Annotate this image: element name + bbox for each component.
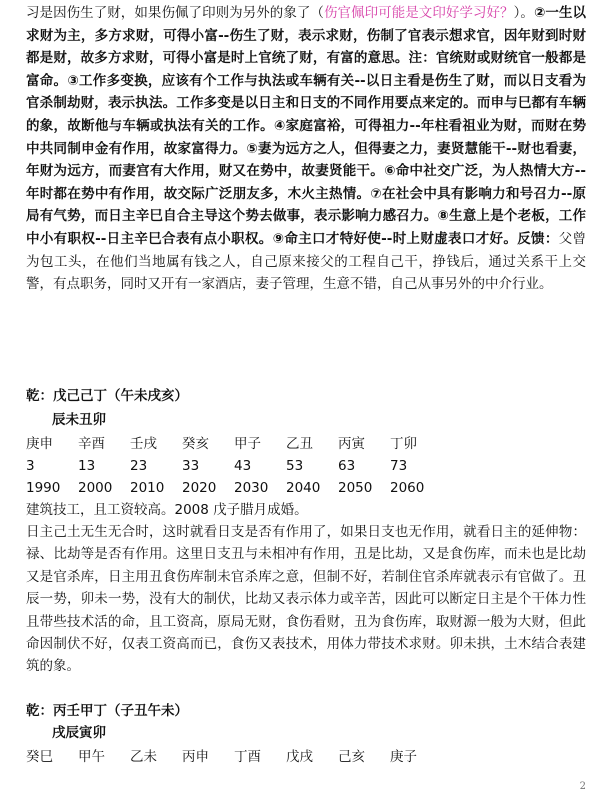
year-cell: 1990 (26, 480, 61, 496)
pillar-cell: 丁卯 (390, 436, 417, 452)
pillar-cell: 乙丑 (286, 436, 313, 452)
pillar-cell: 丙寅 (338, 436, 365, 452)
year-cell: 2000 (78, 480, 113, 496)
point-2: ②一生以求财为主，多方求财，可得小富--伤生了财，表示求财，伤制了官表示想求官，因年财到时财都是财，故多方求财，可得小富是时上官统了财，有富的意思。注：官统财或财统官一般都是富命。 (26, 5, 587, 89)
case2-title: 乾：丙壬甲丁（子丑午未） (26, 703, 188, 719)
pillar-cell: 丁酉 (234, 749, 261, 765)
pillar-cell: 庚申 (26, 436, 53, 452)
highlight-question: 伤官佩印可能是文印好学习好？ (323, 5, 514, 21)
text-span: 习是因伤生了财，如果伤佩了印则为另外的象了（ (26, 5, 324, 21)
point-4: ④家庭富裕，可得祖力--年柱看祖业为财，而财在势中共同制申金有作用，故家富得力。 (26, 117, 586, 157)
case1-analysis: 日主己土无生无合时，这时就看日支是否有作用了，如果日支也无作用，就看日主的延伸物：禄、比劫等是否有作用。这里日支丑与未相冲有作用，丑是比劫，又是食伤库，而未也是比劫又是官杀库，日主用丑食伤库制未官杀库之意，但制不好，若制住官杀库就表示有官做了。丑辰一势，卯未一势，没有大的制伏，比劫又表示体力或辛苦，因此可以断定日主是个干体力性且带些技术活的命，且工资高，原局无财，食伤看财，丑为食伤库，取财源一般为大财，但此命因制伏不好，仅表工资高而已，食伤又表技术，用体力带技术求财。卯未拱，土木结合表建筑的象。 (26, 524, 586, 675)
pillar-cell: 辛酉 (78, 436, 105, 452)
point-3: ③工作多变换，应该有个工作与执法或车辆有关--以日主看是伤生了财，而以日支看为官杀制劫财，表示执法。工作多变是以日主和日支的不同作用要点来定的。而申与巳都有车辆的象，故断他与车辆或执法有关的工作。 (26, 72, 587, 134)
case1-note: 建筑技工，且工资较高。2008 戊子腊月成婚。 (26, 502, 308, 518)
pillar-cell: 癸巳 (26, 749, 53, 765)
year-cell: 2060 (390, 480, 425, 496)
case1-ages-row (26, 455, 442, 477)
year-cell: 2050 (338, 480, 373, 496)
year-cell: 2020 (182, 480, 217, 496)
pillar-cell: 戊戌 (286, 749, 313, 765)
pillar-cell: 庚子 (390, 749, 417, 765)
year-cell: 2010 (130, 480, 165, 496)
age-cell: 3 (26, 458, 35, 474)
feedback-text: 父曾为包工头，在他们当地属有钱之人，自己原来接父的工程自己干，挣钱后，通过关系干上交警，有点职务，同时又开有一家酒店，妻子管理，生意不错，自己从事另外的中介行业。 (26, 230, 587, 293)
case1-years-row (26, 477, 442, 499)
paragraph-case-analysis (26, 2, 586, 296)
pillar-cell: 甲子 (234, 436, 261, 452)
age-cell: 23 (130, 458, 148, 474)
point-8: ⑧生意上是个老板，工作中小有职权--日主辛巳合表有点小职权。 (26, 208, 586, 247)
page-number: 2 (579, 781, 586, 792)
case2-pillars-row (26, 746, 442, 768)
age-cell: 63 (338, 458, 356, 474)
case2-subtitle: 戌辰寅卯 (52, 725, 106, 741)
pillar-cell: 癸亥 (182, 436, 209, 452)
age-cell: 53 (286, 458, 304, 474)
text-span: ）。 (513, 5, 534, 21)
point-5: ⑤妻为远方之人，但得妻之力，妻贤慧能干--财也看妻，年财为远方，而妻宫有大作用，财又在势中，故妻贤能干。 (26, 140, 586, 180)
year-cell: 2030 (234, 480, 269, 496)
age-cell: 13 (78, 458, 96, 474)
case1-title: 乾：戊己己丁（午未戌亥） (26, 388, 188, 404)
case1-subtitle: 辰未丑卯 (52, 412, 106, 428)
pillar-cell: 甲午 (78, 749, 105, 765)
age-cell: 43 (234, 458, 252, 474)
year-cell: 2040 (286, 480, 321, 496)
point-6: ⑥命中社交广泛，为人热情大方--年时都在势中有作用，故交际广泛朋友多，木火主热情。 (26, 163, 586, 202)
case1-pillars-row (26, 433, 442, 455)
feedback-label: 反馈： (517, 230, 559, 247)
pillar-cell: 丙申 (182, 749, 209, 765)
pillar-cell: 乙未 (130, 749, 157, 765)
pillar-cell: 己亥 (338, 749, 365, 765)
age-cell: 33 (182, 458, 200, 474)
point-7: ⑦在社会中具有影响力和号召力--原局有气势，而日主辛巳自合主导这个势去做事，表示影响力感召力。 (26, 185, 587, 225)
point-9: ⑨命主口才特好使--时上财虚表口才好。 (272, 230, 518, 247)
age-cell: 73 (390, 458, 408, 474)
pillar-cell: 壬戌 (130, 436, 157, 452)
